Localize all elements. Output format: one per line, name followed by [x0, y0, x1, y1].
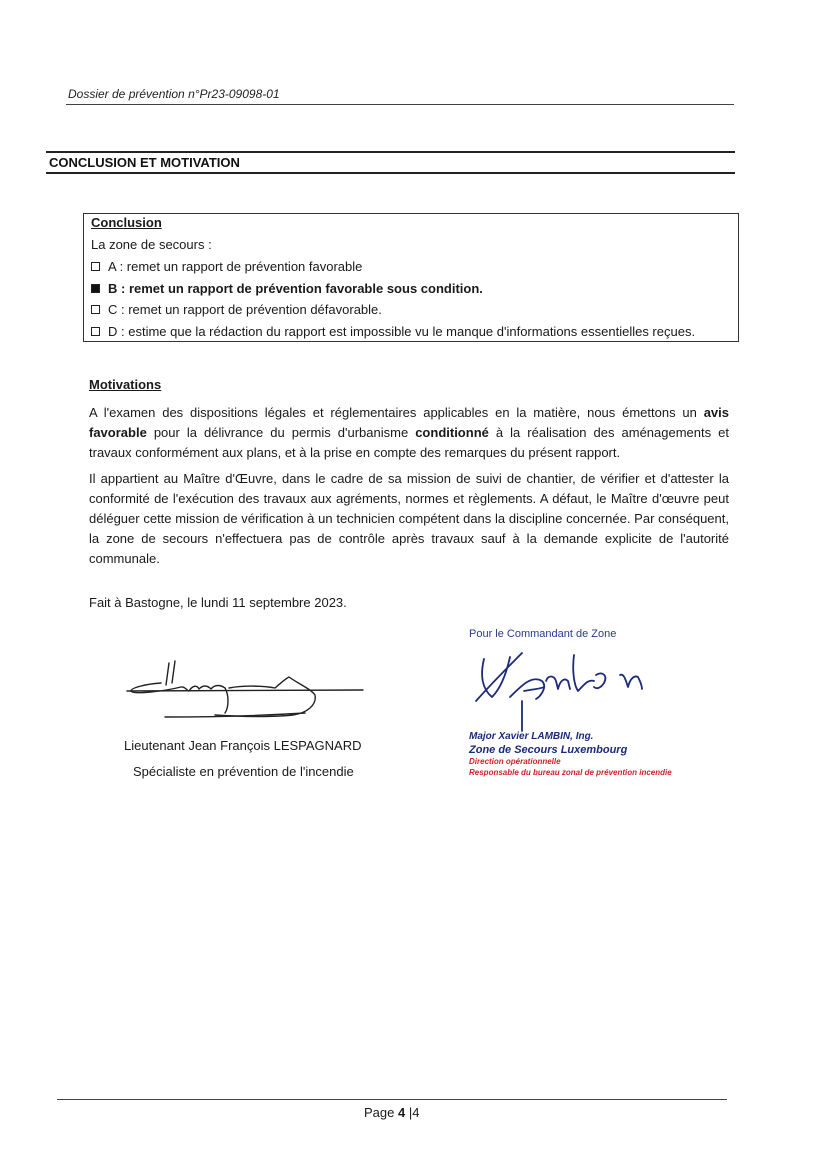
motivations-title: Motivations — [89, 377, 162, 392]
conclusion-intro: La zone de secours : — [91, 237, 212, 252]
checkbox-empty-icon — [91, 262, 100, 271]
checkbox-filled-icon — [91, 284, 100, 293]
motivation-paragraph-2: Il appartient au Maître d'Œuvre, dans le cadre de sa mission de suivi de chantier, de vérifier et d'attester la conformité de l'exécution des travaux aux agréments, normes et règlements. A défaut, le Maître d'œuvre peut déléguer cette mission de vérification à un technicien compétent dans la discipline concernée. Par conséquent, la zone de secours n'effectuera pas de contrôle après travaux sauf à la demande explicite de l'autorité communale. — [89, 471, 729, 566]
option-c — [91, 302, 382, 317]
conclusion-box — [83, 213, 739, 342]
option-a-text: A : remet un rapport de prévention favorable — [108, 259, 363, 274]
dossier-reference: Dossier de prévention n°Pr23-09098-01 — [68, 87, 280, 101]
signatory-left-name: Lieutenant Jean François LESPAGNARD — [124, 738, 362, 753]
p1-part-a: A l'examen des dispositions légales et réglementaires applicables en la matière, nous émettons un — [89, 405, 704, 420]
stamp-name: Major Xavier LAMBIN, Ing. — [469, 731, 594, 742]
checkbox-empty-icon — [91, 305, 100, 314]
section-title: CONCLUSION ET MOTIVATION — [49, 155, 240, 170]
handwritten-signature-left — [125, 655, 370, 725]
page-prefix: Page — [364, 1105, 398, 1120]
p1-avis-favorable: avis favorable — [89, 405, 729, 440]
page-total: |4 — [405, 1105, 420, 1120]
place-date: Fait à Bastogne, le lundi 11 septembre 2023. — [89, 595, 347, 610]
option-d-text: D : estime que la rédaction du rapport est impossible vu le manque d'informations essentielles reçues. — [108, 324, 696, 339]
option-b — [91, 281, 483, 296]
p1-part-c: pour la délivrance du permis d'urbanisme — [146, 425, 416, 440]
signatory-left-role: Spécialiste en prévention de l'incendie — [133, 764, 354, 779]
page-current: 4 — [397, 1105, 406, 1120]
section-heading-bar — [46, 151, 735, 174]
option-a — [91, 259, 362, 274]
checkbox-empty-icon — [91, 327, 100, 336]
stamp-responsible: Responsable du bureau zonal de prévention incendie — [469, 768, 672, 777]
footer-divider — [57, 1099, 727, 1100]
conclusion-title: Conclusion — [91, 215, 162, 230]
handwritten-signature-right — [470, 645, 670, 735]
option-b-text: B : remet un rapport de prévention favorable sous condition. — [108, 281, 483, 296]
option-d — [91, 324, 695, 339]
p1-conditionne: conditionné — [415, 425, 489, 440]
stamp-direction: Direction opérationnelle — [469, 757, 561, 766]
motivation-paragraph-1 — [89, 403, 729, 463]
page-number — [364, 1105, 419, 1120]
p1-part-e: à la réalisation des aménagements et travaux conformément aux plans, et à la prise en compte des remarques du présent rapport. — [89, 425, 729, 460]
stamp-organization: Zone de Secours Luxembourg — [469, 744, 628, 756]
header-divider — [66, 104, 734, 105]
for-commander-label: Pour le Commandant de Zone — [469, 628, 617, 640]
option-c-text: C : remet un rapport de prévention défavorable. — [108, 302, 382, 317]
